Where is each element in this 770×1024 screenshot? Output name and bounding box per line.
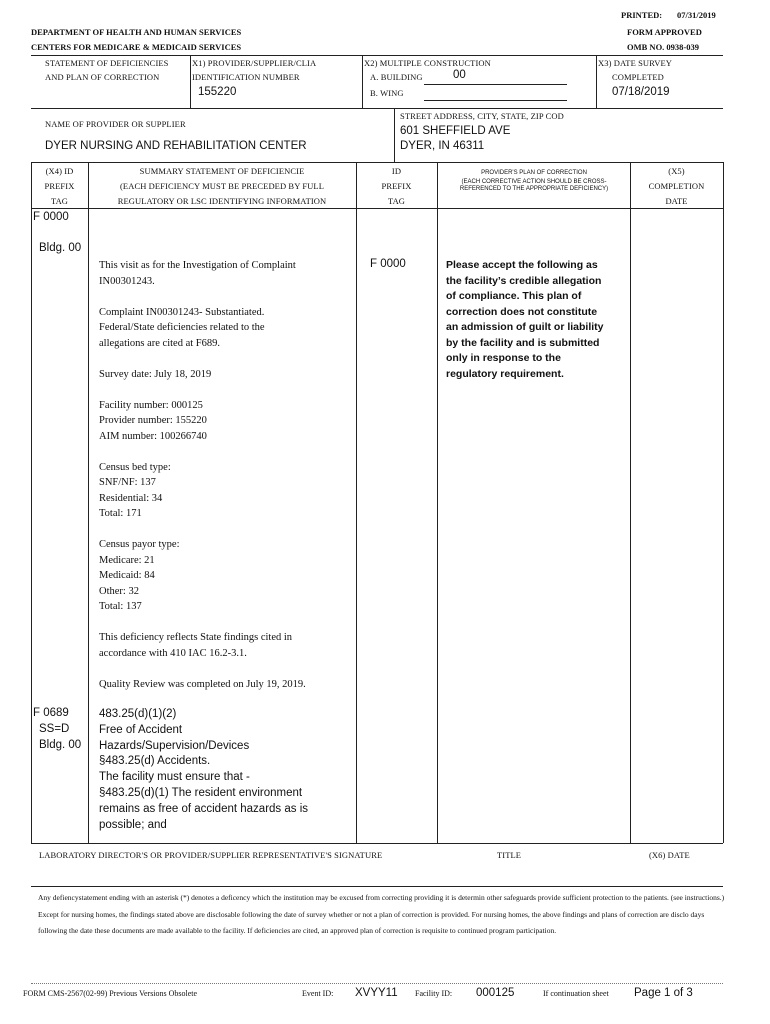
completion-header: COMPLETION: [648, 181, 705, 191]
summary-subheader-2: REGULATORY OR LSC IDENTIFYING INFORMATION: [117, 196, 327, 206]
wing-label: B. WING: [370, 88, 404, 98]
tag-f0000: F 0000: [33, 211, 69, 223]
provider-number: 155220: [198, 86, 237, 98]
printed-date: 07/31/2019: [677, 10, 716, 20]
signature-label: LABORATORY DIRECTOR'S OR PROVIDER/SUPPLIER REPRESENTATIVE'S SIGNATURE: [39, 850, 383, 860]
facility-id: 000125: [476, 987, 515, 999]
x4-tag-header: TAG: [50, 196, 69, 206]
date-survey-label: X3) DATE SURVEY: [598, 58, 673, 68]
provider-name: DYER NURSING AND REHABILITATION CENTER: [45, 140, 307, 152]
omb-number: OMB NO. 0938-039: [627, 42, 700, 52]
plan-f0000: Please accept the following as the facility’s credible allegation of compliance. This plan of correction does not constitute an admission of guilt or liability by the facility and is submitted only in response to the regulatory requirement.: [446, 259, 604, 380]
plan-label: AND PLAN OF CORRECTION: [45, 72, 160, 82]
address-line-2: DYER, IN 46311: [400, 140, 485, 152]
summary-subheader: (EACH DEFICIENCY MUST BE PRECEDED BY FULL: [119, 181, 325, 191]
id-tag-f0000: F 0000: [370, 258, 406, 270]
event-id-label: Event ID:: [302, 989, 334, 998]
id-prefix-header: PREFIX: [381, 181, 412, 191]
plan-subheader: (EACH CORRECTIVE ACTION SHOULD BE CROSS-REFERENCED TO THE APPROPRIATE DEFICIENCY): [459, 179, 609, 192]
id-tag-header: TAG: [387, 196, 406, 206]
date-survey-value: 07/18/2019: [612, 86, 670, 98]
x4-id-header: (X4) ID: [45, 166, 74, 176]
form-number: FORM CMS-2567(02-99) Previous Versions Obsolete: [23, 989, 198, 998]
bldg-00-second: Bldg. 00: [39, 739, 82, 751]
summary-f0689: 483.25(d)(1)(2) Free of Accident Hazards/Supervision/Devices §483.25(d) Accidents. The facility must ensure that - §483.25(d)(1) The resident environment remains as free of accident hazards as is possible; and: [99, 708, 309, 831]
date-header: DATE: [665, 196, 688, 206]
address-label: STREET ADDRESS, CITY, STATE, ZIP COD: [400, 111, 564, 121]
provider-name-label: NAME OF PROVIDER OR SUPPLIER: [45, 119, 186, 129]
plan-header: PROVIDER'S PLAN OF CORRECTION: [481, 170, 587, 176]
x4-prefix-header: PREFIX: [44, 181, 75, 191]
scope-severity: SS=D: [39, 723, 70, 735]
address-line-1: 601 SHEFFIELD AVE: [400, 125, 511, 137]
identification-label: IDENTIFICATION NUMBER: [192, 72, 300, 82]
centers-title: CENTERS FOR MEDICARE & MEDICAID SERVICES: [31, 42, 242, 52]
summary-header: SUMMARY STATEMENT OF DEFICIENCIE: [139, 166, 305, 176]
building-label: A. BUILDING: [370, 72, 423, 82]
id-header: ID: [391, 166, 402, 176]
x6-date-label: (X6) DATE: [649, 850, 690, 860]
page-number: Page 1 of 3: [634, 987, 693, 999]
continuation-label: If continuation sheet: [543, 989, 609, 998]
completed-label: COMPLETED: [612, 72, 664, 82]
title-label: TITLE: [497, 850, 522, 860]
event-id: XVYY11: [355, 987, 398, 999]
facility-id-label: Facility ID:: [415, 989, 453, 998]
tag-f0689: F 0689: [33, 707, 69, 719]
x5-header: (X5): [668, 166, 685, 176]
summary-f0000: This visit as for the Investigation of Complaint IN00301243. Complaint IN00301243- Substantiated. Federal/State deficiencies related to the allegations are cited at F689. Survey date: July 18, 2019 Facility number: 000125 Provider number: 155220 AIM number: 100266740 Census bed type: SNF/NF: 137 Residential: 34 Total: 171 Census payor type: Medicare: 21 Medicaid: 84 Other: 32 Total: 137 This deficiency reflects State findings cited in accordance with 410 IAC 16.2-3.1. Quality Review was completed on July 19, 2019.: [99, 260, 306, 690]
statement-label: STATEMENT OF DEFICIENCIES: [45, 58, 169, 68]
disclaimer-notes: Any defiencystatement ending with an asterisk (*) denotes a deficency which the institution may be excused from correcting providing it is determin other safeguards provide sufficient protection to the patients. (see instructions.) Except for nursing homes, the findings stated above are disclosable following the date of survey whether or not a plan of correction is provided. For nursing homes, the above findings and plans of correction are disclo days following the date these documents are made available to the facility. If deficiencies are cited, an approved plan of correction is requisite to continued program participation.: [38, 893, 725, 935]
department-title: DEPARTMENT OF HEALTH AND HUMAN SERVICES: [31, 27, 242, 37]
multiple-construction-label: X2) MULTIPLE CONSTRUCTION: [364, 58, 491, 68]
provider-clia-label: X1) PROVIDER/SUPPLIER/CLIA: [192, 58, 317, 68]
form-approved: FORM APPROVED: [627, 27, 702, 37]
printed-label: PRINTED:: [621, 10, 663, 20]
bldg-00: Bldg. 00: [39, 242, 82, 254]
building-value: 00: [453, 69, 466, 81]
